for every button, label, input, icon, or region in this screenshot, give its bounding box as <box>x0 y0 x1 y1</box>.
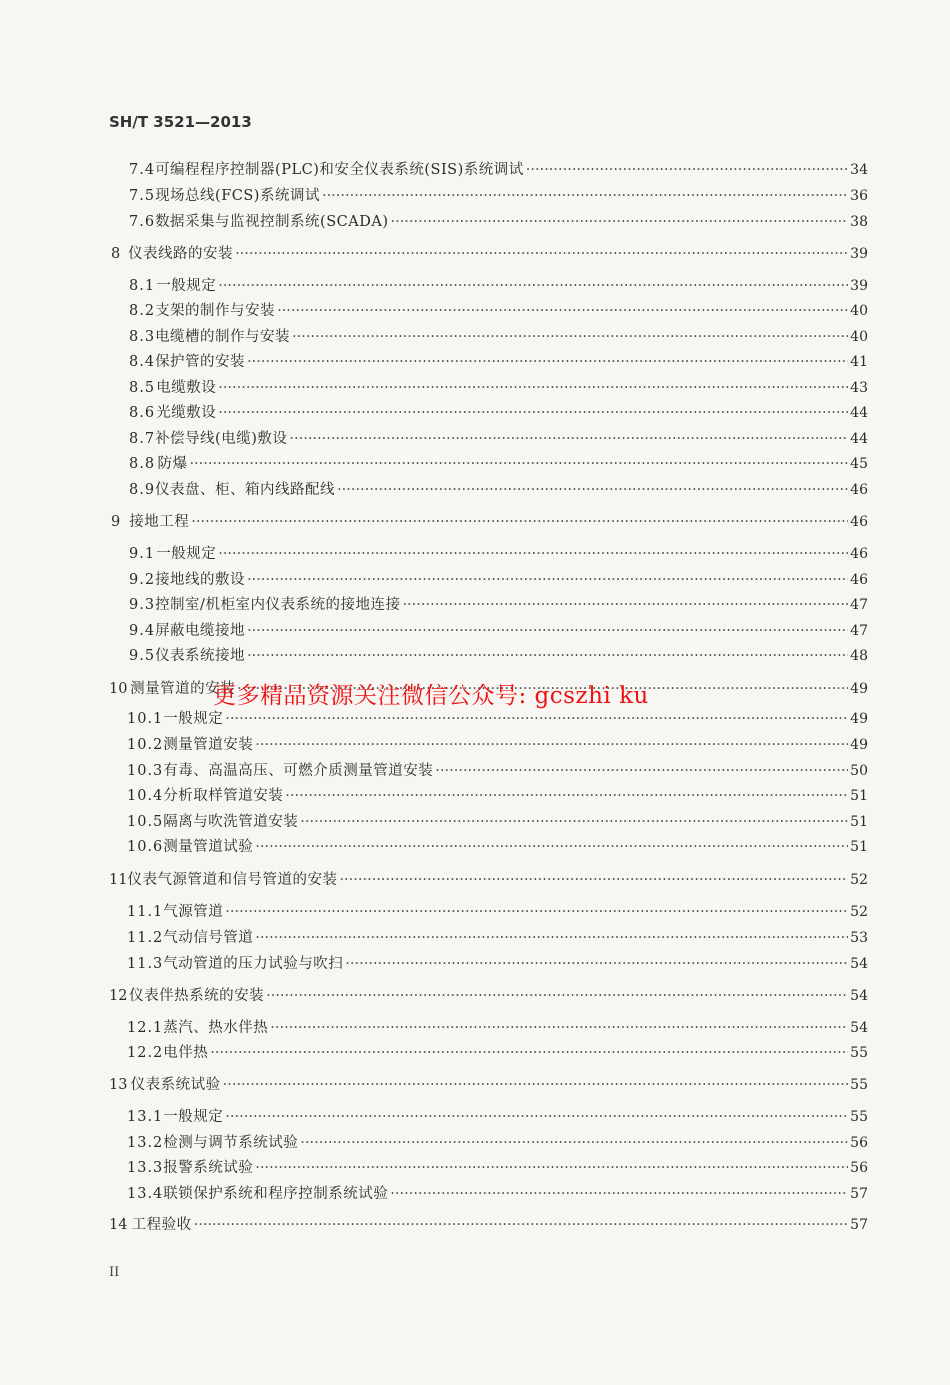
toc-entry-title: 电缆敷设 <box>156 380 217 396</box>
toc-entry <box>129 454 868 474</box>
standard-code-header: SH/T 3521—2013 <box>109 113 252 131</box>
toc-entry-number: 8.3 <box>129 329 156 345</box>
toc-dot-leader <box>402 595 848 615</box>
toc-entry-number: 13.3 <box>127 1160 164 1176</box>
toc-entry-page: 55 <box>850 1077 868 1093</box>
toc-entry <box>127 928 868 948</box>
toc-dot-leader <box>247 621 848 641</box>
toc-entry-title: 测量管道试验 <box>163 839 254 855</box>
toc-entry-title: 控制室/机柜室内仪表系统的接地连接 <box>155 597 401 613</box>
toc-dot-leader <box>225 709 848 729</box>
toc-entry-page: 57 <box>850 1217 868 1233</box>
toc-entry-number: 8.6 <box>129 405 156 421</box>
toc-entry-number: 8.4 <box>129 354 156 370</box>
toc-entry <box>129 352 868 372</box>
toc-entry-number: 8 <box>111 246 121 262</box>
toc-entry <box>129 570 868 590</box>
toc-entry <box>127 954 868 974</box>
toc-entry-title: 测量管道的安装 <box>130 681 236 697</box>
toc-entry-number: 12 <box>109 988 128 1004</box>
toc-entry <box>129 480 868 500</box>
toc-entry-title: 接地线的敷设 <box>155 572 246 588</box>
toc-entry-number: 8.7 <box>129 431 156 447</box>
toc-entry-number: 8.2 <box>129 303 156 319</box>
toc-entry <box>109 986 868 1006</box>
toc-entry-page: 39 <box>850 246 868 262</box>
toc-entry-page: 53 <box>850 930 868 946</box>
toc-entry-title: 一般规定 <box>156 278 217 294</box>
toc-entry <box>127 761 868 781</box>
toc-entry-page: 54 <box>850 1020 868 1036</box>
toc-entry <box>127 709 868 729</box>
toc-entry-page: 54 <box>850 988 868 1004</box>
toc-entry-title: 仪表线路的安装 <box>128 246 234 262</box>
toc-entry-title: 保护管的安装 <box>155 354 246 370</box>
toc-dot-leader <box>218 378 848 398</box>
toc-entry <box>129 160 868 180</box>
toc-entry-page: 47 <box>850 623 868 639</box>
toc-entry-title: 电伴热 <box>163 1045 209 1061</box>
toc-entry-title: 气动管道的压力试验与吹扫 <box>163 956 344 972</box>
page-number-footer: II <box>109 1265 120 1280</box>
toc-entry-number: 8.5 <box>129 380 156 396</box>
toc-dot-leader <box>223 1075 849 1095</box>
toc-entry-page: 51 <box>850 814 868 830</box>
toc-entry-page: 43 <box>850 380 868 396</box>
toc-entry <box>111 512 868 532</box>
toc-dot-leader <box>247 646 848 666</box>
toc-entry-number: 9.3 <box>129 597 156 613</box>
toc-dot-leader <box>189 454 848 474</box>
toc-entry-title: 数据采集与监视控制系统(SCADA) <box>155 214 389 230</box>
toc-entry <box>129 212 868 232</box>
toc-entry-number: 10.5 <box>127 814 164 830</box>
toc-entry-number: 12.1 <box>127 1020 164 1036</box>
toc-dot-leader <box>390 212 848 232</box>
toc-entry-number: 9 <box>111 514 121 530</box>
toc-dot-leader <box>218 276 848 296</box>
toc-entry <box>129 403 868 423</box>
toc-entry-number: 8.1 <box>129 278 156 294</box>
toc-entry <box>129 378 868 398</box>
toc-entry-title: 仪表盘、柜、箱内线路配线 <box>155 482 336 498</box>
toc-entry-title: 隔离与吹洗管道安装 <box>163 814 299 830</box>
toc-entry-title: 仪表系统试验 <box>130 1077 221 1093</box>
toc-dot-leader <box>435 761 848 781</box>
toc-dot-leader <box>247 570 848 590</box>
toc-entry <box>127 902 868 922</box>
toc-entry <box>109 1215 868 1235</box>
toc-dot-leader <box>225 902 848 922</box>
toc-entry <box>127 1043 868 1063</box>
toc-entry-number: 7.4 <box>129 162 156 178</box>
toc-entry-title: 仪表伴热系统的安装 <box>129 988 265 1004</box>
toc-dot-leader <box>255 837 848 857</box>
toc-entry-number: 14 <box>109 1217 128 1233</box>
toc-dot-leader <box>322 186 848 206</box>
toc-entry-title: 分析取样管道安装 <box>163 788 284 804</box>
toc-entry-page: 36 <box>850 188 868 204</box>
toc-entry-number: 10.3 <box>127 763 164 779</box>
toc-dot-leader <box>292 327 848 347</box>
toc-entry-page: 46 <box>850 514 868 530</box>
toc-entry <box>127 1158 868 1178</box>
toc-entry-page: 46 <box>850 546 868 562</box>
toc-entry-page: 45 <box>850 456 868 472</box>
toc-entry-title: 气动信号管道 <box>163 930 254 946</box>
toc-entry-title: 报警系统试验 <box>163 1160 254 1176</box>
toc-entry-title: 防爆 <box>157 456 188 472</box>
toc-entry-title: 光缆敷设 <box>156 405 217 421</box>
toc-entry-page: 49 <box>850 737 868 753</box>
toc-entry-number: 11.2 <box>127 930 164 946</box>
toc-entry <box>127 735 868 755</box>
toc-entry <box>129 186 868 206</box>
toc-entry-number: 13.1 <box>127 1109 164 1125</box>
toc-entry-title: 联锁保护系统和程序控制系统试验 <box>163 1186 389 1202</box>
toc-entry <box>129 429 868 449</box>
toc-entry <box>129 544 868 564</box>
toc-entry-page: 46 <box>850 572 868 588</box>
toc-entry-title: 气源管道 <box>163 904 224 920</box>
toc-entry-title: 仪表气源管道和信号管道的安装 <box>127 872 338 888</box>
toc-entry-number: 10.6 <box>127 839 164 855</box>
toc-entry <box>127 1184 868 1204</box>
toc-entry-number: 10.2 <box>127 737 164 753</box>
toc-dot-leader <box>339 870 848 890</box>
toc-dot-leader <box>270 1018 848 1038</box>
toc-entry-page: 56 <box>850 1135 868 1151</box>
toc-entry-title: 可编程程序控制器(PLC)和安全仪表系统(SIS)系统调试 <box>155 162 524 178</box>
toc-entry <box>129 301 868 321</box>
toc-entry-title: 屏蔽电缆接地 <box>155 623 246 639</box>
toc-entry-page: 54 <box>850 956 868 972</box>
toc-entry <box>127 1107 868 1127</box>
toc-dot-leader <box>255 735 848 755</box>
toc-entry <box>129 621 868 641</box>
toc-entry <box>109 870 868 890</box>
toc-entry-title: 蒸汽、热水伴热 <box>163 1020 269 1036</box>
toc-entry <box>129 276 868 296</box>
toc-entry-number: 9.2 <box>129 572 156 588</box>
toc-dot-leader <box>526 160 848 180</box>
toc-entry-number: 10.4 <box>127 788 164 804</box>
toc-dot-leader <box>218 544 848 564</box>
toc-entry-title: 仪表系统接地 <box>155 648 246 664</box>
toc-entry-number: 10 <box>109 681 128 697</box>
toc-entry-number: 8.9 <box>129 482 156 498</box>
toc-entry-number: 9.1 <box>129 546 156 562</box>
toc-entry-number: 13.4 <box>127 1186 164 1202</box>
toc-entry <box>109 1075 868 1095</box>
toc-entry-title: 支架的制作与安装 <box>155 303 276 319</box>
toc-entry-number: 9.5 <box>129 648 156 664</box>
toc-entry <box>129 646 868 666</box>
toc-entry-page: 52 <box>850 904 868 920</box>
toc-entry-page: 40 <box>850 303 868 319</box>
toc-entry-number: 12.2 <box>127 1045 164 1061</box>
toc-entry-page: 44 <box>850 405 868 421</box>
toc-entry-title: 接地工程 <box>129 514 190 530</box>
toc-dot-leader <box>247 352 848 372</box>
toc-entry-title: 现场总线(FCS)系统调试 <box>155 188 320 204</box>
toc-entry-page: 49 <box>850 711 868 727</box>
toc-entry-title: 一般规定 <box>163 711 224 727</box>
toc-entry <box>127 837 868 857</box>
toc-entry <box>127 786 868 806</box>
toc-entry-page: 57 <box>850 1186 868 1202</box>
toc-entry-page: 46 <box>850 482 868 498</box>
toc-entry <box>127 1133 868 1153</box>
toc-entry-number: 7.5 <box>129 188 156 204</box>
toc-entry <box>111 244 868 264</box>
toc-dot-leader <box>266 986 848 1006</box>
toc-entry-page: 56 <box>850 1160 868 1176</box>
toc-entry-title: 补偿导线(电缆)敷设 <box>155 431 288 447</box>
toc-entry-page: 47 <box>850 597 868 613</box>
toc-entry-page: 49 <box>850 681 868 697</box>
toc-dot-leader <box>255 1158 848 1178</box>
toc-dot-leader <box>218 403 848 423</box>
toc-entry-page: 55 <box>850 1109 868 1125</box>
toc-dot-leader <box>277 301 848 321</box>
toc-entry-number: 11.1 <box>127 904 164 920</box>
toc-entry-title: 有毒、高温高压、可燃介质测量管道安装 <box>163 763 434 779</box>
toc-entry-title: 工程验收 <box>131 1217 192 1233</box>
toc-entry-page: 50 <box>850 763 868 779</box>
toc-entry <box>127 1018 868 1038</box>
toc-entry-title: 电缆槽的制作与安装 <box>155 329 291 345</box>
toc-entry <box>129 327 868 347</box>
toc-entry-number: 8.8 <box>129 456 156 472</box>
toc-entry-number: 11.3 <box>127 956 164 972</box>
toc-entry-page: 40 <box>850 329 868 345</box>
watermark-text: 更多精品资源关注微信公众号: gcszhi ku <box>213 683 649 709</box>
toc-dot-leader <box>210 1043 848 1063</box>
toc-dot-leader <box>300 1133 848 1153</box>
toc-entry-page: 41 <box>850 354 868 370</box>
toc-dot-leader <box>225 1107 848 1127</box>
toc-dot-leader <box>255 928 848 948</box>
toc-dot-leader <box>337 480 848 500</box>
toc-dot-leader <box>191 512 848 532</box>
toc-entry-page: 55 <box>850 1045 868 1061</box>
toc-entry-number: 11 <box>109 872 128 888</box>
toc-dot-leader <box>300 812 848 832</box>
toc-dot-leader <box>235 244 848 264</box>
toc-dot-leader <box>194 1215 849 1235</box>
toc-entry-number: 7.6 <box>129 214 156 230</box>
toc-entry-number: 9.4 <box>129 623 156 639</box>
toc-entry-number: 13 <box>109 1077 128 1093</box>
toc-entry-title: 检测与调节系统试验 <box>163 1135 299 1151</box>
toc-entry-title: 测量管道安装 <box>163 737 254 753</box>
toc-dot-leader <box>390 1184 848 1204</box>
toc-entry-title: 一般规定 <box>163 1109 224 1125</box>
toc-entry-page: 44 <box>850 431 868 447</box>
toc-entry-page: 38 <box>850 214 868 230</box>
toc-entry-page: 34 <box>850 162 868 178</box>
toc-entry-page: 52 <box>850 872 868 888</box>
toc-entry-page: 48 <box>850 648 868 664</box>
toc-entry-title: 一般规定 <box>156 546 217 562</box>
toc-entry-number: 13.2 <box>127 1135 164 1151</box>
toc-entry-page: 39 <box>850 278 868 294</box>
toc-dot-leader <box>345 954 848 974</box>
toc-entry-page: 51 <box>850 788 868 804</box>
toc-dot-leader <box>285 786 848 806</box>
toc-entry-page: 51 <box>850 839 868 855</box>
toc-entry-number: 10.1 <box>127 711 164 727</box>
toc-entry <box>127 812 868 832</box>
toc-entry <box>129 595 868 615</box>
toc-dot-leader <box>289 429 848 449</box>
